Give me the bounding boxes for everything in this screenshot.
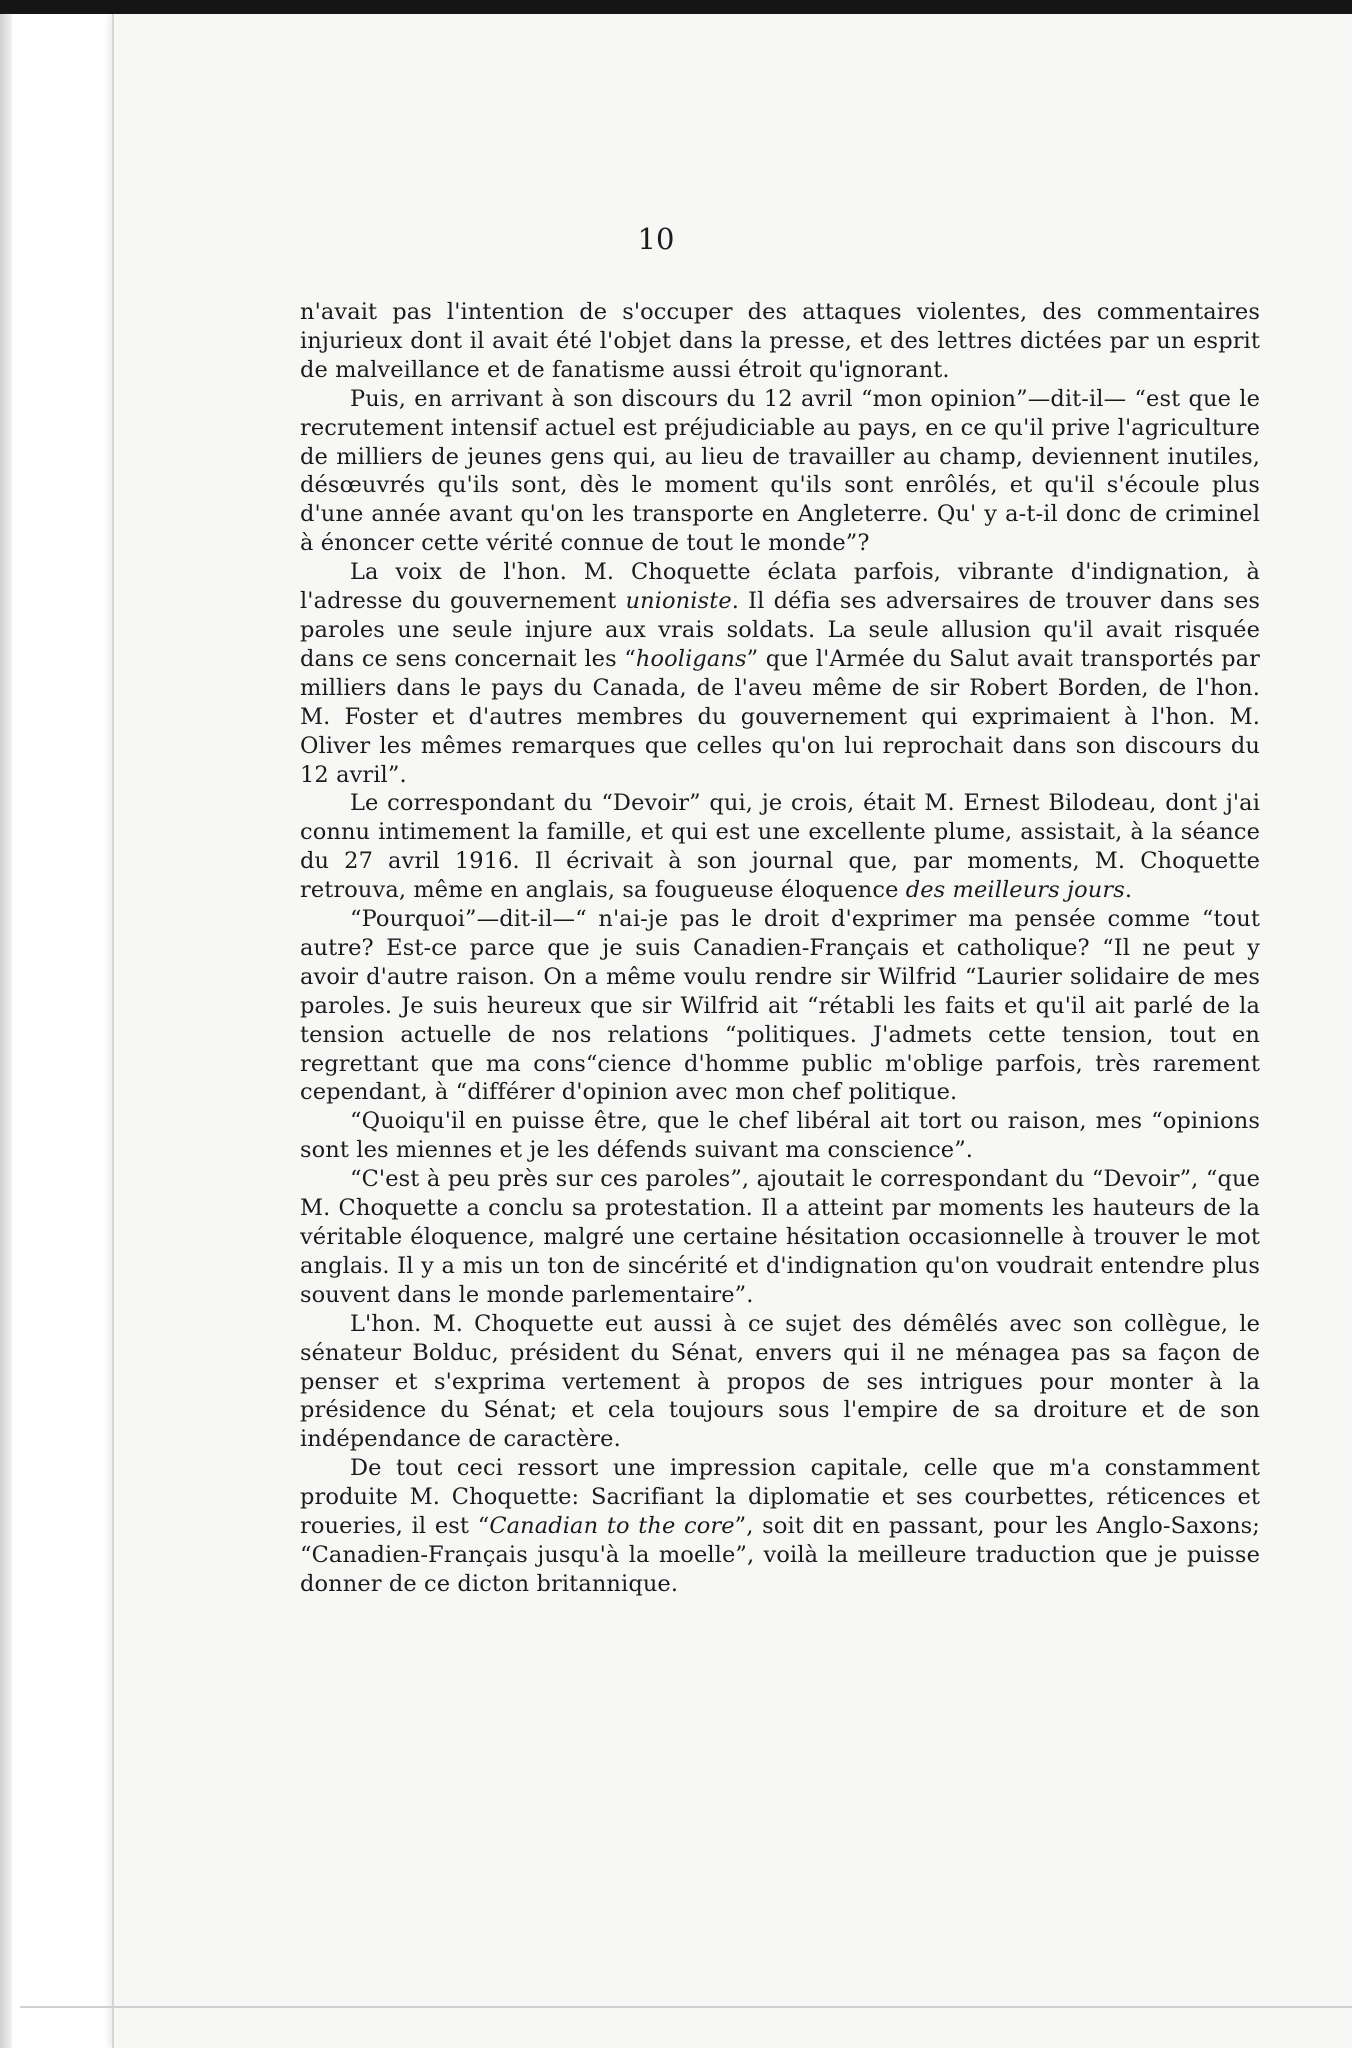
paragraph [300,558,1260,789]
paragraph-text: . [1124,877,1133,904]
italic-text: unioniste [625,588,732,615]
paragraph-text: “Pourquoi”—dit-il—“ n'ai-je pas le droit d'exprimer ma pensée comme “tout autre? Est-ce parce que je suis Canadien-Français et catholique? “Il ne peut y avoir d'autre raison. On a même voulu rendre sir Wilfrid “Laurier solidaire de mes paroles. Je suis heureux que sir Wilfrid ait “rétabli les faits et qu'il ait parlé de la tension actuelle de nos relations “politiques. J'admets cette tension, tout en regrettant que ma cons“cience d'homme public m'oblige parfois, très rarement cependant, à “différer d'opinion avec mon chef politique. [300,906,1260,1106]
paragraph-text: Puis, en arrivant à son discours du 12 avril “mon opinion”—dit-il— “est que le recrutement intensif actuel est préjudiciable au pays, en ce qu'il prive l'agriculture de milliers de jeunes gens qui, au lieu de travailler au champ, deviennent inutiles, désœuvrés qu'ils sont, dès le moment qu'ils sont enrôlés, et qu'il s'écoule plus d'une année avant qu'on les transporte en Angleterre. Qu' y a-t-il donc de criminel à énoncer cette vérité connue de tout le monde”? [300,385,1260,557]
body-text [300,298,1260,1599]
paragraph [300,1310,1260,1455]
paragraph-text: “C'est à peu près sur ces paroles”, ajoutait le correspondant du “Devoir”, “que M. Choquette a conclu sa protestation. Il a atteint par moments les hauteurs de la véritable éloquence, malgré une certaine hésitation occasionnelle à trouver le mot anglais. Il y a mis un ton de sincérité et d'indignation qu'on voudrait entendre plus souvent dans le monde parlementaire”. [300,1166,1260,1308]
paragraph-text: De tout ceci ressort une impression capitale, celle que m'a constamment produite M. Choquette: Sacrifiant la diplomatie et ses courbettes, réticences et roueries, il est “ [300,1455,1260,1540]
paragraph-text: . Il défia ses adversaires de trouver dans ses paroles une seule injure aux vrais soldats. La seule allusion qu'il avait risquée dans ce sens concernait les “ [300,588,1260,672]
paragraph-text: La voix de l'hon. M. Choquette éclata parfois, vibrante d'indignation, à l'adresse du gouvernement [300,559,1260,615]
scan-border-left [0,14,12,2048]
italic-text: Canadian to the core [489,1513,735,1540]
paragraph [300,298,1260,385]
page-bottom-edge [20,2006,1352,2008]
paragraph-text: ” que l'Armée du Salut avait transportés par milliers dans le pays du Canada, de l'aveu même de sir Robert Borden, de l'hon. M. Foster et d'autres membres du gouvernement qui exprimaient à l'hon. M. Oliver les mêmes remarques que celles qu'on lui reprochait dans son discours du 12 avril”. [300,645,1260,788]
paragraph [300,905,1260,1107]
paragraph [300,385,1260,558]
paragraph [300,789,1260,905]
italic-text: des meilleurs jours [905,877,1125,904]
paragraph-text: n'avait pas l'intention de s'occuper des attaques violentes, des commentaires injurieux dont il avait été l'objet dans la presse, et des lettres dictées par un esprit de malveillance et de fanatisme aussi étroit qu'ignorant. [300,299,1260,383]
page-number: 10 [637,222,675,256]
paragraph-text: “Quoiqu'il en puisse être, que le chef libéral ait tort ou raison, mes “opinions sont les miennes et je les défends suivant ma conscience”. [300,1108,1260,1164]
italic-text: hooligans [635,645,747,672]
paragraph [300,1107,1260,1165]
paragraph [300,1454,1260,1599]
scan-border-top [0,0,1352,14]
paragraph [300,1165,1260,1310]
paragraph-text: ”, soit dit en passant, pour les Anglo-Saxons; “Canadien-Français jusqu'à la moelle”, voilà la meilleure traduction que je puisse donner de ce dicton britannique. [300,1513,1260,1597]
paragraph-text: Le correspondant du “Devoir” qui, je crois, était M. Ernest Bilodeau, dont j'ai connu intimement la famille, et qui est une excellente plume, assistait, à la séance du 27 avril 1916. Il écrivait à son journal que, par moments, M. Choquette retrouva, même en anglais, sa fougueuse éloquence [300,790,1260,904]
paragraph-text: L'hon. M. Choquette eut aussi à ce sujet des démêlés avec son collègue, le sénateur Bolduc, président du Sénat, envers qui il ne ménagea pas sa façon de penser et s'exprima vertement à propos de ses intrigues pour monter à la présidence du Sénat; et cela toujours sous l'empire de sa droiture et de son indépendance de caractère. [300,1310,1260,1453]
